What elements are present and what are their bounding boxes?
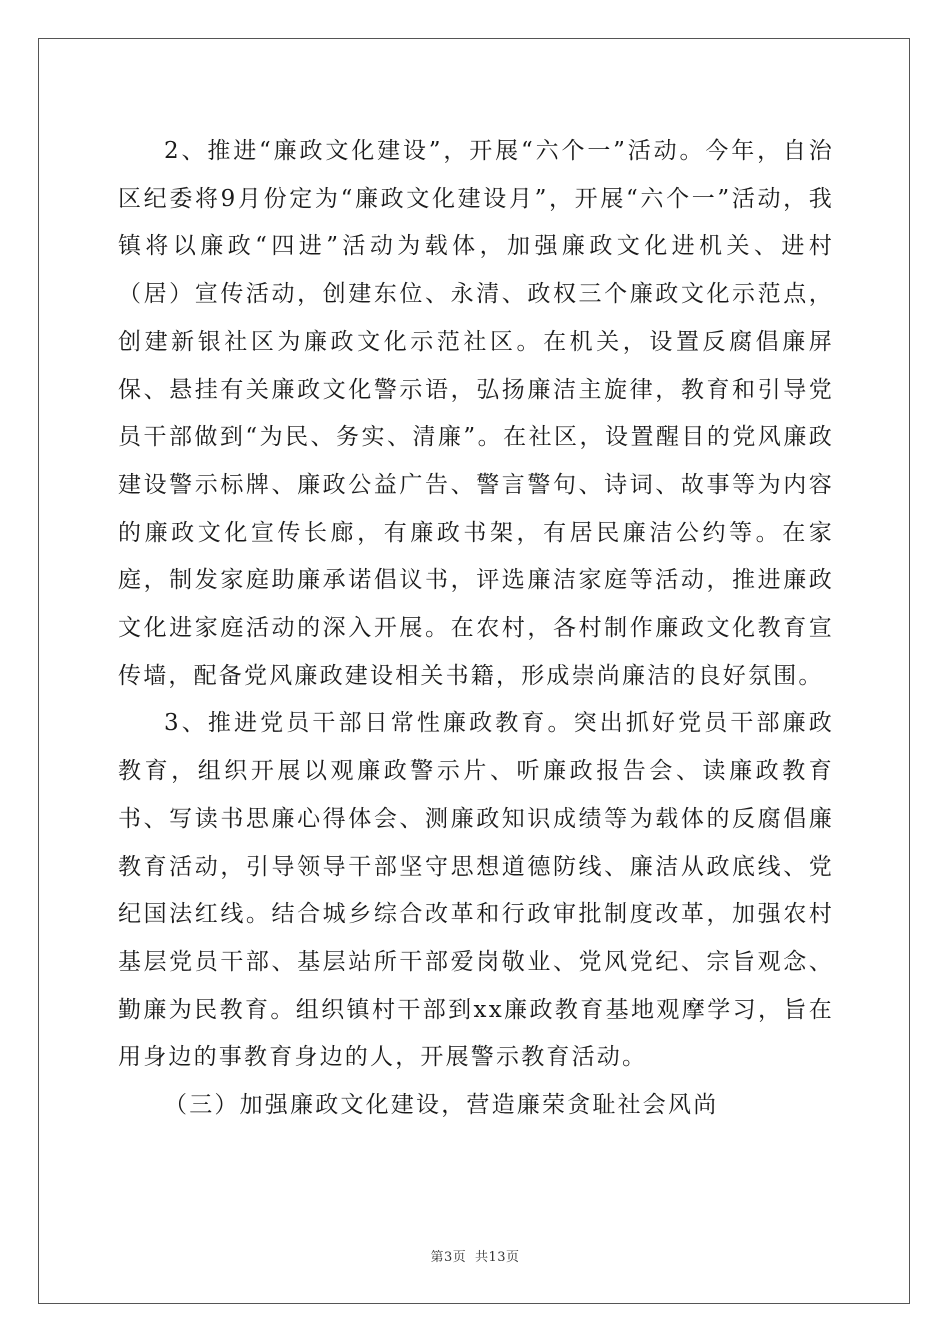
document-body bbox=[118, 128, 834, 1130]
paragraph-2: 2、推进“廉政文化建设”，开展“六个一”活动。今年，自治区纪委将9月份定为“廉政文化建设月”，开展“六个一”活动，我镇将以廉政“四进”活动为载体，加强廉政文化进机关、进村（居）宣传活动，创建东位、永清、政权三个廉政文化示范点，创建新银社区为廉政文化示范社区。在机关，设置反腐倡廉屏保、悬挂有关廉政文化警示语，弘扬廉洁主旋律，教育和引导党员干部做到“为民、务实、清廉”。在社区，设置醒目的党风廉政建设警示标牌、廉政公益广告、警言警句、诗词、故事等为内容的廉政文化宣传长廊，有廉政书架，有居民廉洁公约等。在家庭，制发家庭助廉承诺倡议书，评选廉洁家庭等活动，推进廉政文化进家庭活动的深入开展。在农村，各村制作廉政文化教育宣传墙，配备党风廉政建设相关书籍，形成崇尚廉洁的良好氛围。 bbox=[118, 138, 834, 689]
page-footer bbox=[0, 1246, 950, 1265]
page-number: 第3页 bbox=[430, 1250, 467, 1265]
page-total: 共13页 bbox=[474, 1250, 520, 1265]
paragraph-3: 3、推进党员干部日常性廉政教育。突出抓好党员干部廉政教育，组织开展以观廉政警示片、听廉政报告会、读廉政教育书、写读书思廉心得体会、测廉政知识成绩等为载体的反腐倡廉教育活动，引导领导干部坚守思想道德防线、廉洁从政底线、党纪国法红线。结合城乡综合改革和行政审批制度改革，加强农村基层党员干部、基层站所干部爱岗敬业、党风党纪、宗旨观念、勤廉为民教育。组织镇村干部到xx廉政教育基地观摩学习，旨在用身边的事教育身边的人，开展警示教育活动。 bbox=[118, 710, 834, 1071]
section-heading: （三）加强廉政文化建设，营造廉荣贪耻社会风尚 bbox=[164, 1092, 719, 1119]
